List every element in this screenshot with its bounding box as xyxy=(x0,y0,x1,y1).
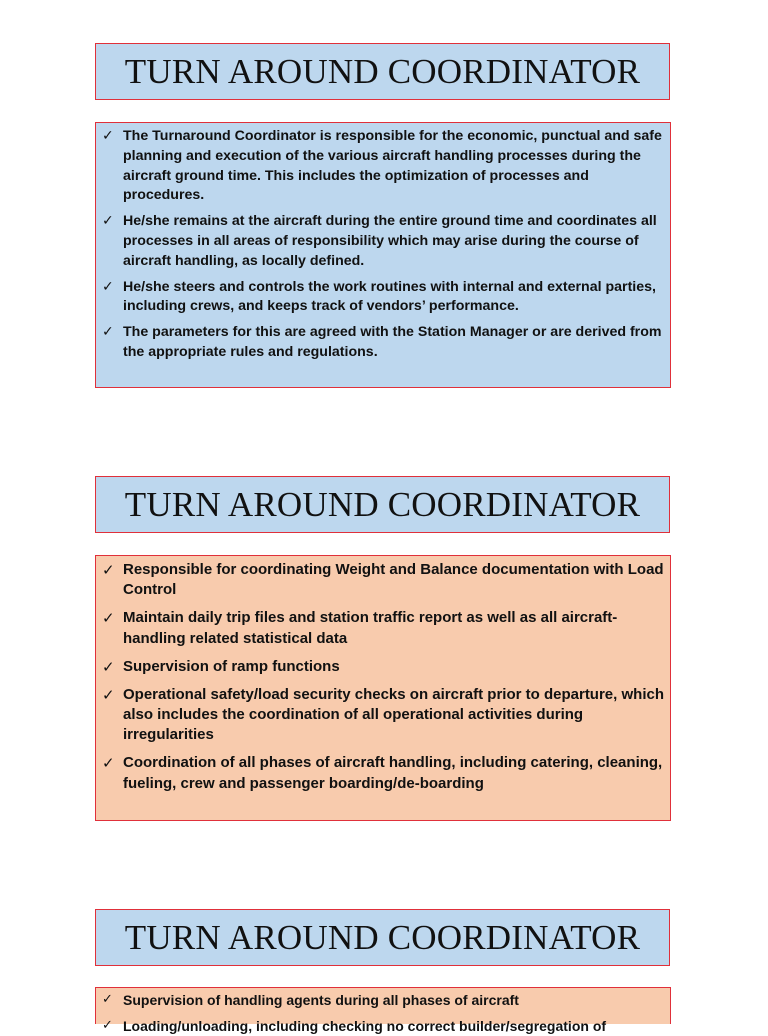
checkmark-icon: ✓ xyxy=(102,754,115,773)
bullet-item xyxy=(102,685,664,746)
bullet-item xyxy=(102,657,664,677)
checkmark-icon: ✓ xyxy=(102,657,115,676)
bullet-text: Loading/unloading, including checking no correct builder/segregation of xyxy=(123,1018,607,1034)
section-1-bullet-list xyxy=(102,127,664,363)
section-1-title: TURN AROUND COORDINATOR xyxy=(124,51,641,91)
section-2-bullet-list xyxy=(102,560,664,794)
bullet-text: The Turnaround Coordinator is responsible for the economic, punctual and safe planning and execution of the various aircraft handling processes during the aircraft ground time. This includes the optimization of processes and procedures. xyxy=(123,128,662,204)
bullet-text: Responsible for coordinating Weight and Balance documentation with Load Control xyxy=(123,561,664,599)
section-3-title-box xyxy=(95,909,670,966)
bullet-item xyxy=(102,560,664,601)
bullet-item xyxy=(102,753,664,794)
checkmark-icon: ✓ xyxy=(102,685,115,704)
section-2-content-box xyxy=(95,555,671,821)
bullet-text: Coordination of all phases of aircraft handling, including catering, cleaning, fueling, crew and passenger boarding/de-boarding xyxy=(123,754,663,792)
bullet-text: He/she steers and controls the work routines with internal and external parties, including crews, and keeps track of vendors’ performance. xyxy=(123,278,656,315)
checkmark-icon: ✓ xyxy=(102,128,114,144)
bullet-item xyxy=(102,278,664,318)
section-3-content-box xyxy=(95,987,671,1034)
checkmark-icon: ✓ xyxy=(102,1018,113,1033)
checkmark-icon: ✓ xyxy=(102,324,114,341)
checkmark-icon: ✓ xyxy=(102,278,114,295)
section-2-title: TURN AROUND COORDINATOR xyxy=(124,484,641,524)
bullet-text: Supervision of handling agents during all phases of aircraft xyxy=(123,992,519,1008)
bullet-item xyxy=(102,127,664,206)
section-1-title-box xyxy=(95,43,670,100)
bullet-text: He/she remains at the aircraft during the entire ground time and coordinates all processes in all areas of responsibility which may arise during the course of aircraft handling, as locally defined. xyxy=(123,213,657,269)
bullet-item xyxy=(102,608,664,649)
checkmark-icon: ✓ xyxy=(102,609,115,628)
section-2-title-box xyxy=(95,476,670,533)
bullet-item xyxy=(102,1016,664,1036)
checkmark-icon: ✓ xyxy=(102,992,113,1007)
checkmark-icon: ✓ xyxy=(102,561,115,579)
section-1-content-box xyxy=(95,122,671,388)
bullet-text: The parameters for this are agreed with the Station Manager or are derived from the appropriate rules and regulations. xyxy=(123,324,662,360)
bullet-text: Operational safety/load security checks on aircraft prior to departure, which also includes the coordination of all operational activities during irregularities xyxy=(123,685,664,744)
bullet-item xyxy=(102,323,664,363)
bullet-text: Supervision of ramp functions xyxy=(123,657,340,675)
bullet-item xyxy=(102,212,664,271)
section-3-title: TURN AROUND COORDINATOR xyxy=(124,917,641,957)
checkmark-icon: ✓ xyxy=(102,213,114,230)
section-3-bullet-list xyxy=(102,990,664,1036)
bullet-item xyxy=(102,990,664,1010)
bullet-text: Maintain daily trip files and station traffic report as well as all aircraft-handling related statistical data xyxy=(123,609,618,647)
